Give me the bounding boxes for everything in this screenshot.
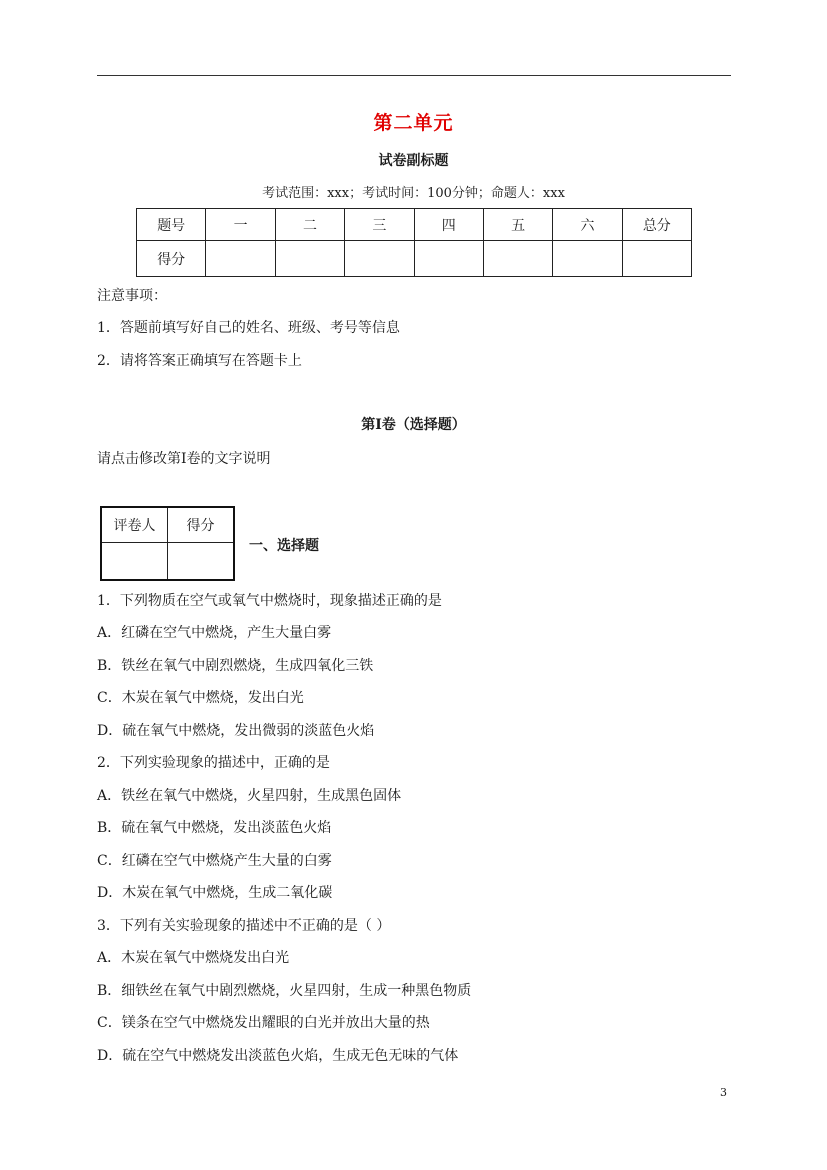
question-stem: 2．下列实验现象的描述中，正确的是 xyxy=(97,755,330,771)
notice-item: 1．答题前填写好自己的姓名、班级、考号等信息 xyxy=(97,320,400,336)
score-cell[interactable] xyxy=(275,241,344,277)
page-number: 3 xyxy=(720,1086,727,1099)
score-table xyxy=(136,208,692,277)
score-header-cell: 二 xyxy=(275,209,344,241)
question-option: B．铁丝在氧气中剧烈燃烧，生成四氧化三铁 xyxy=(97,658,374,674)
grader-cell[interactable] xyxy=(168,542,235,580)
score-cell[interactable] xyxy=(345,241,414,277)
notice-item: 2．请将答案正确填写在答题卡上 xyxy=(97,353,302,369)
score-header-cell: 总分 xyxy=(622,209,691,241)
page-title: 第二单元 xyxy=(373,112,454,134)
question-stem: 1．下列物质在空气或氧气中燃烧时，现象描述正确的是 xyxy=(97,593,442,609)
question-option: D．硫在空气中燃烧发出淡蓝色火焰，生成无色无味的气体 xyxy=(97,1048,459,1064)
grader-header-cell: 得分 xyxy=(168,507,235,542)
question-option: D．硫在氧气中燃烧，发出微弱的淡蓝色火焰 xyxy=(97,723,375,739)
score-cell[interactable] xyxy=(553,241,622,277)
score-header-cell: 六 xyxy=(553,209,622,241)
section-description: 请点击修改第I卷的文字说明 xyxy=(97,451,271,467)
question-option: A．红磷在空气中燃烧，产生大量白雾 xyxy=(97,625,332,641)
score-cell[interactable] xyxy=(483,241,552,277)
page-subtitle: 试卷副标题 xyxy=(378,153,449,169)
question-stem: 3．下列有关实验现象的描述中不正确的是（ ） xyxy=(97,918,391,934)
grader-cell[interactable] xyxy=(101,542,168,580)
grader-header-cell: 评卷人 xyxy=(101,507,168,542)
score-header-cell: 四 xyxy=(414,209,483,241)
question-option: B．硫在氧气中燃烧，发出淡蓝色火焰 xyxy=(97,820,332,836)
section-title: 第I卷（选择题） xyxy=(361,417,466,433)
score-header-cell: 五 xyxy=(483,209,552,241)
score-header-cell: 三 xyxy=(345,209,414,241)
question-option: A．木炭在氧气中燃烧发出白光 xyxy=(97,950,290,966)
score-table-header-row xyxy=(137,209,692,241)
grader-entry-row xyxy=(101,542,234,580)
notice-heading: 注意事项： xyxy=(97,288,167,304)
part-title: 一、选择题 xyxy=(249,538,319,554)
question-option: C．镁条在空气中燃烧发出耀眼的白光并放出大量的热 xyxy=(97,1015,430,1031)
exam-info: 考试范围：xxx；考试时间：100分钟；命题人：xxx xyxy=(262,186,565,201)
question-option: A．铁丝在氧气中燃烧，火星四射，生成黑色固体 xyxy=(97,788,402,804)
score-table-score-row xyxy=(137,241,692,277)
question-option: C．红磷在空气中燃烧产生大量的白雾 xyxy=(97,853,332,869)
score-cell[interactable] xyxy=(622,241,691,277)
grader-header-row xyxy=(101,507,234,542)
question-option: C．木炭在氧气中燃烧，发出白光 xyxy=(97,690,304,706)
score-cell[interactable] xyxy=(206,241,275,277)
question-option: D．木炭在氧气中燃烧，生成二氧化碳 xyxy=(97,885,333,901)
header-rule xyxy=(97,75,731,76)
score-header-cell: 题号 xyxy=(137,209,206,241)
score-row-label: 得分 xyxy=(137,241,206,277)
score-cell[interactable] xyxy=(414,241,483,277)
score-header-cell: 一 xyxy=(206,209,275,241)
question-option: B．细铁丝在氧气中剧烈燃烧，火星四射，生成一种黑色物质 xyxy=(97,983,472,999)
grader-table xyxy=(100,506,235,581)
